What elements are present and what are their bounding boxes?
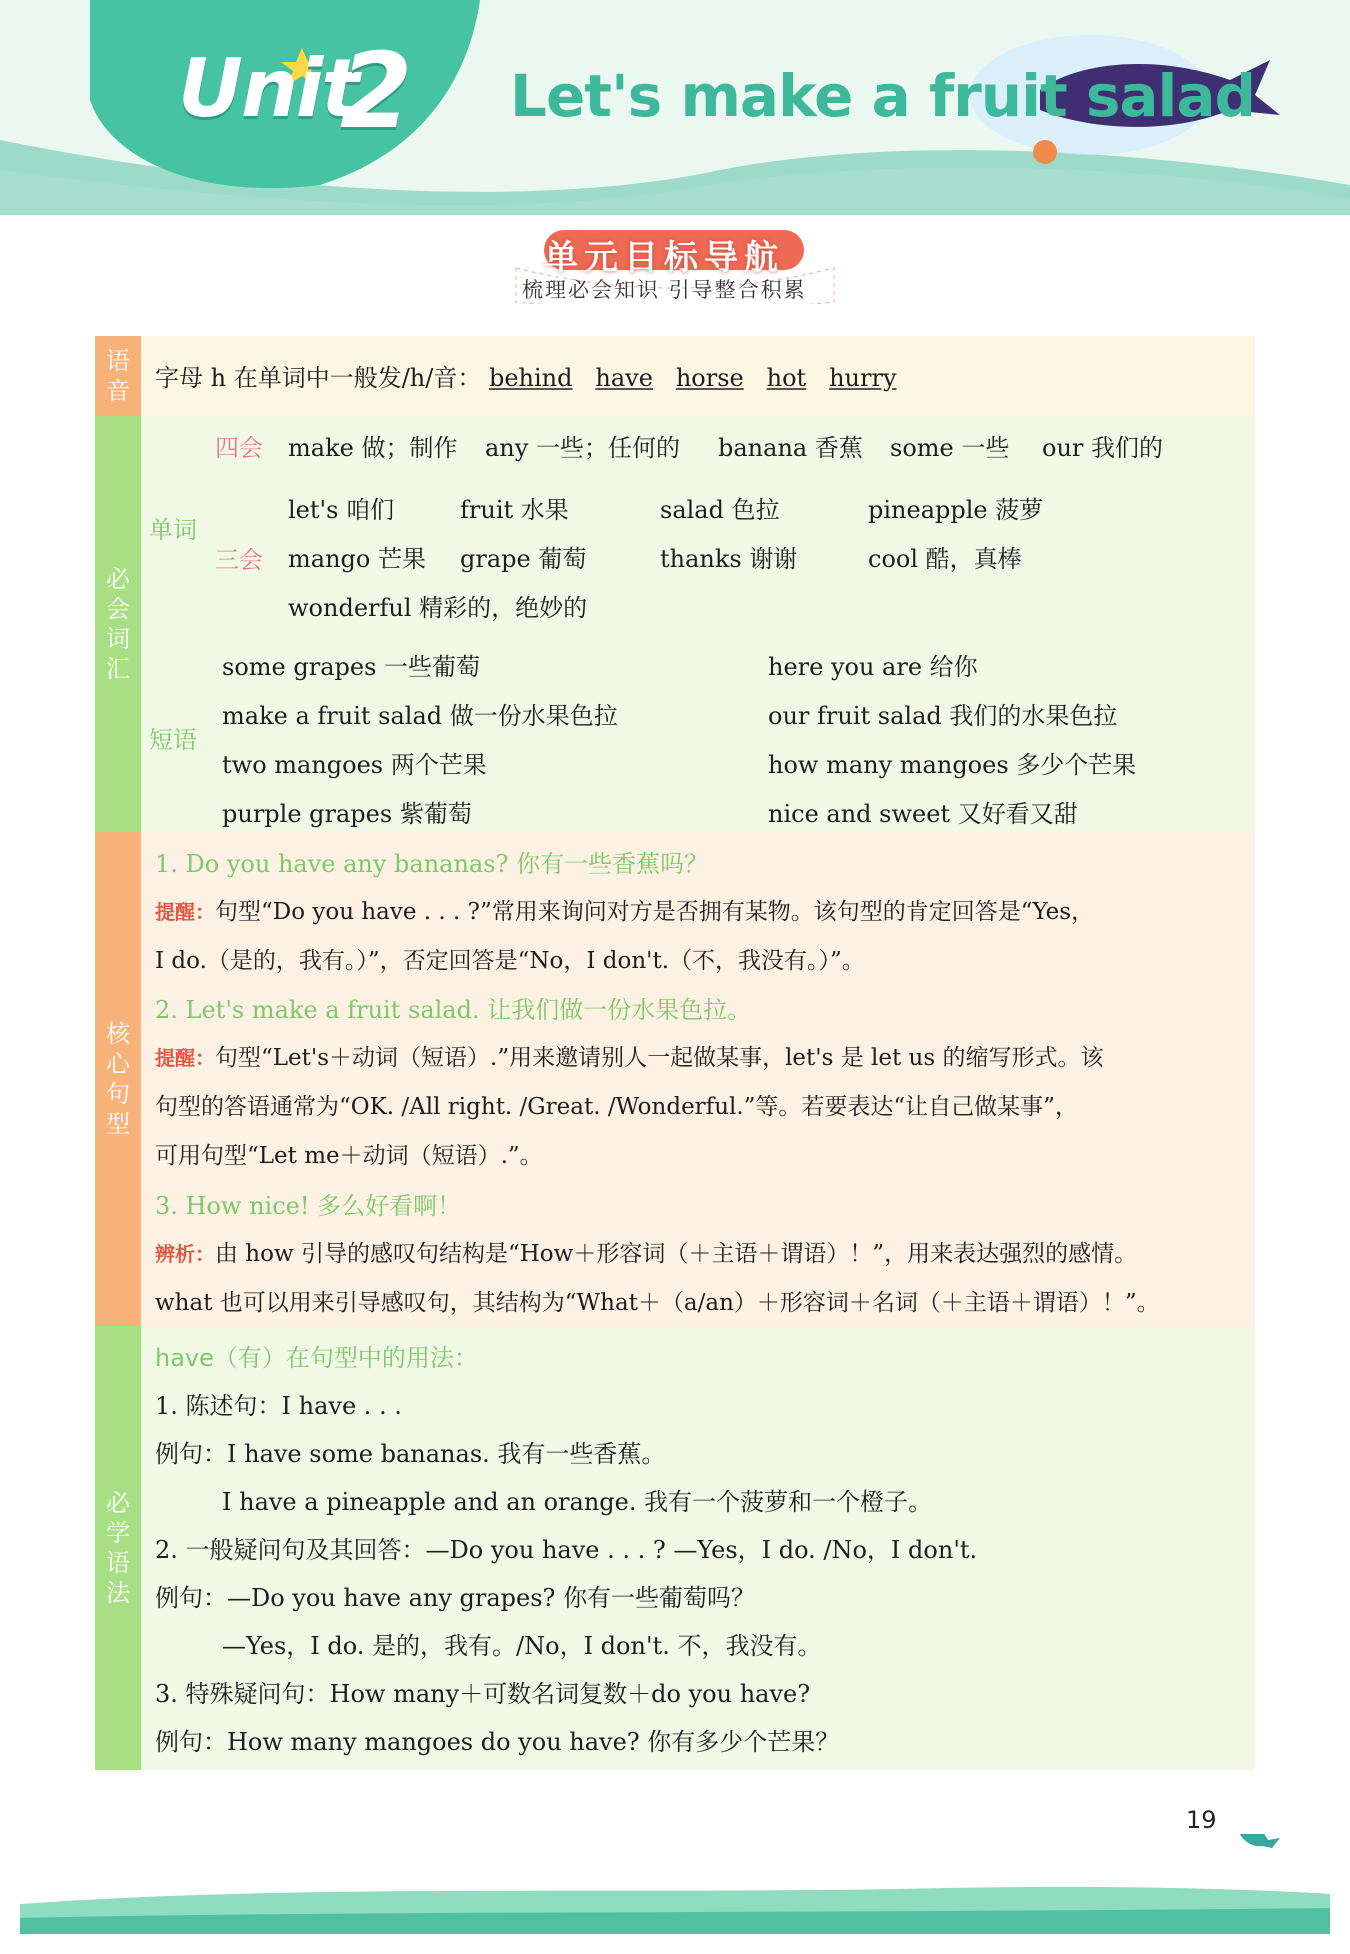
grammar-example: 例句：I have some bananas. 我有一些香蕉。: [155, 1440, 666, 1468]
grammar-example: 例句：How many mangoes do you have? 你有多少个芒果？: [155, 1728, 840, 1756]
page-number: 19: [1186, 1806, 1217, 1834]
pronunciation-line: [155, 358, 897, 393]
tip-label: 提醒：: [155, 1046, 215, 1070]
phrase-item: how many mangoes 多少个芒果: [768, 751, 1137, 779]
pronunciation-word: horse: [675, 364, 744, 392]
pronunciation-intro: 字母 h 在单词中一般发/h/音：: [155, 364, 482, 392]
phrase-item: purple grapes 紫葡萄: [222, 800, 472, 828]
three-skill-word: wonderful 精彩的，绝妙的: [288, 594, 588, 622]
phrase-item: some grapes 一些葡萄: [222, 653, 481, 681]
unit-label: Unit: [178, 42, 358, 135]
four-skill-label: 四会: [215, 434, 263, 462]
three-skill-word: pineapple 菠萝: [868, 496, 1044, 524]
sentence-2: 2. Let's make a fruit salad. 让我们做一份水果色拉。: [155, 996, 752, 1024]
unit-number: 2: [340, 30, 413, 152]
sentence-2-tip: 提醒：句型“Let's＋动词（短语）.”用来邀请别人一起做某事，let's 是 let us 的缩写形式。该: [155, 1045, 1104, 1071]
pronunciation-word: hot: [766, 364, 807, 392]
tip-label: 辨析：: [155, 1242, 215, 1266]
section-banner: [510, 228, 840, 304]
page-header: [0, 0, 1350, 215]
tab-grammar: 必 学 语 法: [95, 1326, 141, 1770]
tab-vocabulary: 必 会 词 汇: [95, 416, 141, 832]
four-skill-word: our 我们的: [1042, 434, 1164, 462]
sentence-3-tip: 辨析：由 how 引导的感叹句结构是“How＋形容词（＋主语＋谓语）！”，用来表达强烈的感情。: [155, 1241, 1138, 1267]
pronunciation-word: have: [595, 364, 653, 392]
grammar-point: 2. 一般疑问句及其回答：—Do you have . . . ? —Yes，I do. /No，I don't.: [155, 1536, 978, 1564]
phrase-item: make a fruit salad 做一份水果色拉: [222, 702, 618, 730]
sentence-3: 3. How nice! 多么好看啊！: [155, 1192, 462, 1220]
tab-pronunciation: 语 音: [95, 336, 141, 416]
sentence-3-tip-cont: what 也可以用来引导感叹句，其结构为“What＋（a/an）＋形容词＋名词（＋主语＋谓语）！”。: [155, 1290, 1160, 1316]
three-skill-word: let's 咱们: [288, 496, 395, 524]
phrase-item: here you are 给你: [768, 653, 978, 681]
phrase-item: nice and sweet 又好看又甜: [768, 800, 1078, 828]
phrases-label: 短语: [149, 726, 197, 754]
four-skill-word: some 一些: [890, 434, 1010, 462]
banner-subtitle: 梳理必会知识 引导整合积累: [522, 278, 807, 302]
three-skill-word: grape 葡萄: [460, 545, 587, 573]
grammar-example: —Yes，I do. 是的，我有。/No，I don't. 不，我没有。: [222, 1632, 822, 1660]
phrase-item: two mangoes 两个芒果: [222, 751, 487, 779]
three-skill-word: cool 酷，真棒: [868, 545, 1022, 573]
sentence-2-tip-cont: 句型的答语通常为“OK. /All right. /Great. /Wonderful.”等。若要表达“让自己做某事”，: [155, 1094, 1078, 1120]
unit-title: Let's make a fruit salad: [510, 62, 1256, 130]
grammar-heading: have（有）在句型中的用法：: [155, 1344, 478, 1372]
three-skill-word: mango 芒果: [288, 545, 426, 573]
three-skill-word: salad 色拉: [660, 496, 780, 524]
four-skill-word: any 一些；任何的: [485, 434, 680, 462]
sentence-1-tip: 提醒：句型“Do you have . . . ?”常用来询问对方是否拥有某物。该句型的肯定回答是“Yes，: [155, 899, 1095, 925]
three-skill-label: 三会: [215, 546, 263, 574]
phrase-item: our fruit salad 我们的水果色拉: [768, 702, 1118, 730]
sentence-1-tip-cont: I do.（是的，我有。）”，否定回答是“No，I don't.（不，我没有。）”。: [155, 948, 865, 974]
sentence-2-tip-cont: 可用句型“Let me＋动词（短语）.”。: [155, 1143, 543, 1169]
sentence-1: 1. Do you have any bananas? 你有一些香蕉吗？: [155, 850, 709, 878]
footer-decoration: [0, 1834, 1350, 1954]
words-label: 单词: [149, 516, 197, 544]
four-skill-word: make 做；制作: [288, 434, 458, 462]
grammar-example: I have a pineapple and an orange. 我有一个菠萝和一个橙子。: [222, 1488, 933, 1516]
grammar-example: 例句：—Do you have any grapes? 你有一些葡萄吗？: [155, 1584, 756, 1612]
pronunciation-word: hurry: [829, 364, 897, 392]
pronunciation-word: behind: [488, 364, 573, 392]
tip-label: 提醒：: [155, 900, 215, 924]
four-skill-word: banana 香蕉: [718, 434, 863, 462]
grammar-point: 1. 陈述句：I have . . .: [155, 1392, 402, 1420]
grammar-point: 3. 特殊疑问句：How many＋可数名词复数＋do you have?: [155, 1680, 811, 1708]
three-skill-word: thanks 谢谢: [660, 545, 798, 573]
tab-sentences: 核 心 句 型: [95, 832, 141, 1326]
three-skill-word: fruit 水果: [460, 496, 569, 524]
banner-title: 单元目标导航: [544, 238, 784, 278]
